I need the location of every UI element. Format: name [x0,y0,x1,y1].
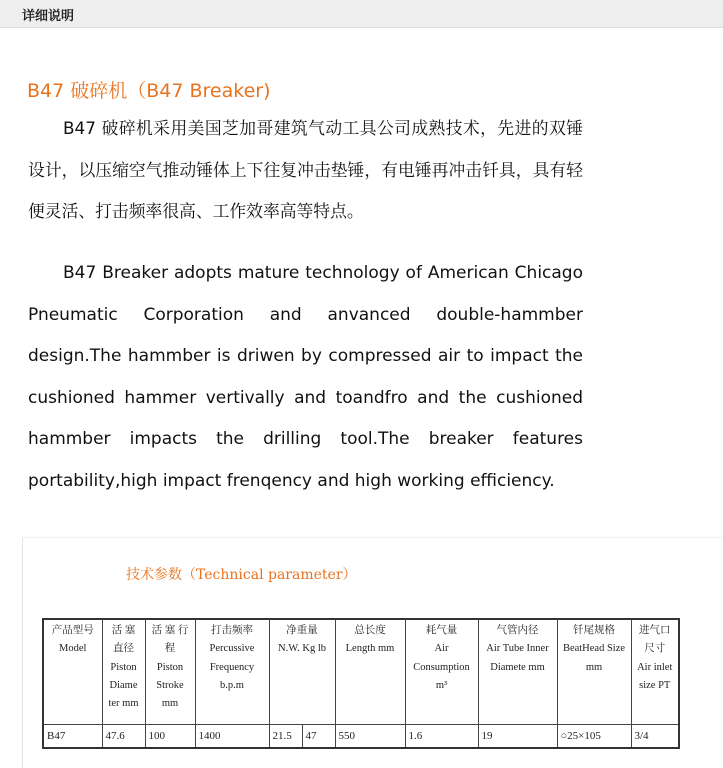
cell-air-tube: 19 [478,725,557,749]
spec-table [42,618,680,749]
col-piston-diameter: 活 塞 直径 Piston Diame ter mm [102,619,145,725]
col-air-inlet: 进气口尺寸 Air inlet size PT [631,619,679,725]
cell-model: B47 [43,725,102,749]
col-frequency: 打击频率 Percussive Frequency b.p.m [195,619,269,725]
product-title: B47 破碎机（B47 Breaker) [27,80,271,102]
spec-title: 技术参数（Technical parameter） [126,567,357,583]
col-beathead: 钎尾规格 BeatHead Size mm [557,619,631,725]
cell-weight-lb: 47 [302,725,335,749]
col-air-consumption: 耗气量 Air Consumption m³ [405,619,478,725]
description-chinese: B47 破碎机采用美国芝加哥建筑气动工具公司成熟技术，先进的双锤设计，以压缩空气推动锤体上下往复冲击垫锤，有电锤再冲击钎具，具有轻便灵活、打击频率很高、工作效率高等特点。 [28,118,583,221]
cell-air-inlet: 3/4 [631,725,679,749]
cell-weight-kg: 21.5 [269,725,302,749]
cell-beathead: ○25×105 [557,725,631,749]
cell-frequency: 1400 [195,725,269,749]
col-model: 产品型号 Model [43,619,102,725]
cell-length: 550 [335,725,405,749]
cell-air-consumption: 1.6 [405,725,478,749]
table-row [43,725,679,749]
cell-piston-diameter: 47.6 [102,725,145,749]
col-weight: 净重量 N.W. Kg lb [269,619,335,725]
col-length: 总长度 Length mm [335,619,405,725]
col-air-tube: 气管内径 Air Tube Inner Diamete mm [478,619,557,725]
header-bar [0,0,723,28]
col-piston-stroke: 活 塞 行程 Piston Stroke mm [145,619,195,725]
cell-piston-stroke: 100 [145,725,195,749]
description-english: B47 Breaker adopts mature technology of American Chicago Pneumatic Corporation and anvanced double-hammber design.The hammber is driwen by compressed air to impact the cushioned hammer vertivally and toandfro and the cushioned hammber impacts the drilling tool.The breaker features portability,high impact frenqency and high working efficiency. [28,263,583,491]
spec-header-row [43,619,679,725]
header-title: 详细说明 [22,9,75,24]
